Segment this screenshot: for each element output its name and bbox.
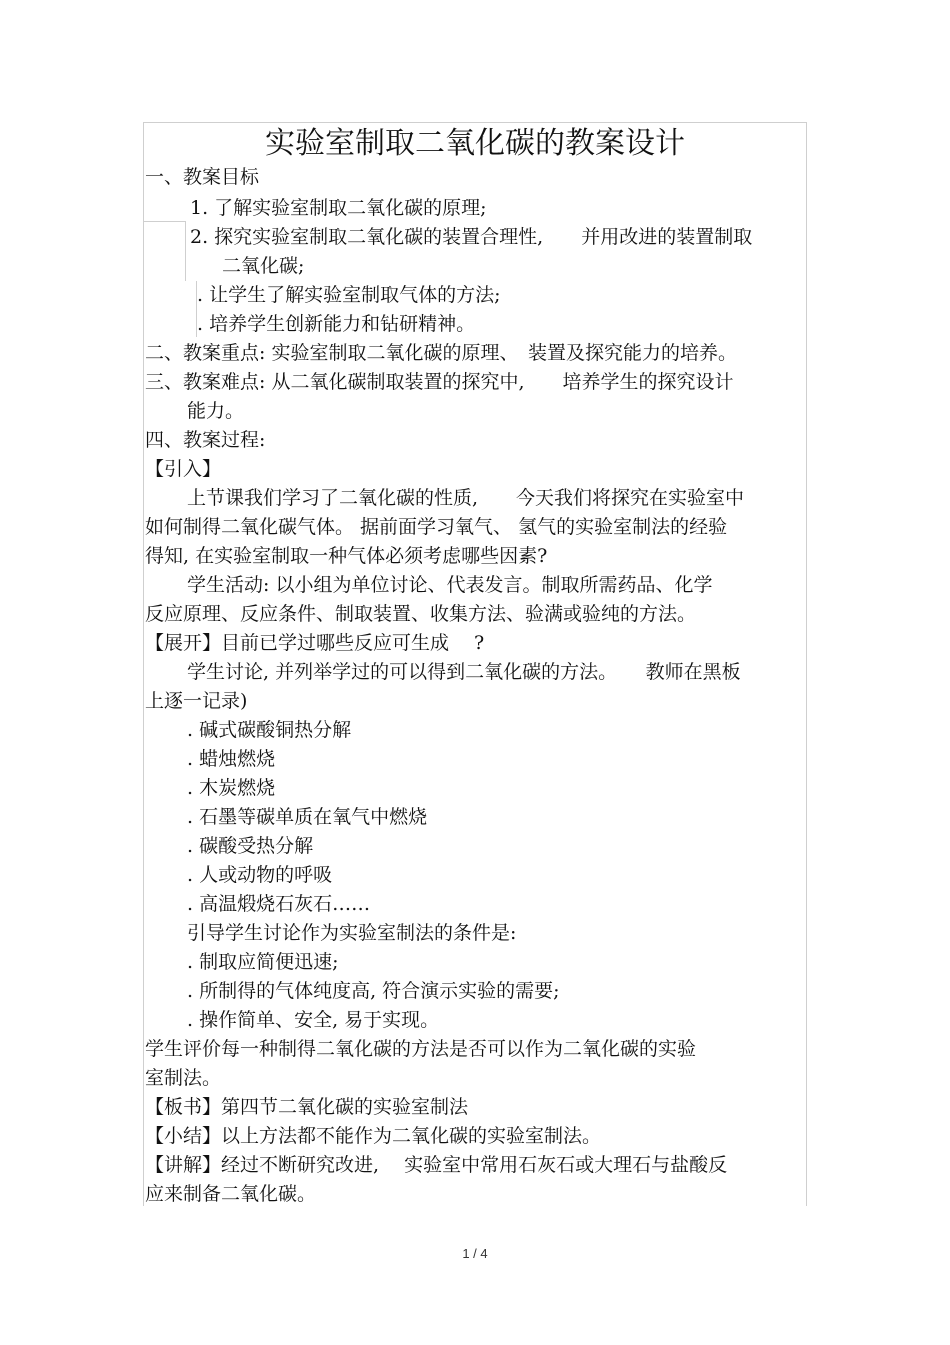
list-item: . 培养学生创新能力和钻研精神。 xyxy=(197,313,476,335)
paragraph-line: 学生活动: 以小组为单位讨论、代表发言。制取所需药品、化学 xyxy=(187,574,713,596)
subsection-label: 【展开】目前已学过哪些反应可生成 ? xyxy=(145,632,485,654)
list-item-continuation: 二氧化碳; xyxy=(222,255,305,277)
list-item: 1. 了解实验室制取二氧化碳的原理; xyxy=(190,197,487,219)
list-item: . 制取应简便迅速; xyxy=(187,951,339,973)
paragraph-line: 引导学生讨论作为实验室制法的条件是: xyxy=(187,922,517,944)
section-heading: 三、教案难点: 从二氧化碳制取装置的探究中, 培养学生的探究设计 xyxy=(145,371,734,393)
document-title: 实验室制取二氧化碳的教案设计 xyxy=(265,126,685,161)
paragraph-line: 得知, 在实验室制取一种气体必须考虑哪些因素? xyxy=(145,545,548,567)
section-heading: 一、教案目标 xyxy=(145,166,260,188)
frame-border-top xyxy=(143,122,807,123)
frame-border-right xyxy=(806,122,807,1206)
paragraph-line: 学生讨论, 并列举学过的可以得到二氧化碳的方法。 教师在黑板 xyxy=(187,661,741,683)
section-continuation: 能力。 xyxy=(187,400,245,422)
subsection-label: 【板书】第四节二氧化碳的实验室制法 xyxy=(145,1096,469,1118)
page-number: 1 / 4 xyxy=(462,1246,488,1261)
indent-guide xyxy=(143,221,186,222)
list-item: . 碱式碳酸铜热分解 xyxy=(187,719,352,741)
list-item: . 蜡烛燃烧 xyxy=(187,748,276,770)
list-item: . 让学生了解实验室制取气体的方法; xyxy=(197,284,501,306)
paragraph-line: 反应原理、反应条件、制取装置、收集方法、验满或验纯的方法。 xyxy=(145,603,697,625)
paragraph-line: 应来制备二氧化碳。 xyxy=(145,1183,317,1205)
list-item: . 高温煅烧石灰石…… xyxy=(187,893,371,915)
paragraph-line: 室制法。 xyxy=(145,1067,222,1089)
list-item: . 木炭燃烧 xyxy=(187,777,276,799)
paragraph-line: 学生评价每一种制得二氧化碳的方法是否可以作为二氧化碳的实验 xyxy=(145,1038,697,1060)
subsection-label: 【小结】以上方法都不能作为二氧化碳的实验室制法。 xyxy=(145,1125,602,1147)
list-item: . 所制得的气体纯度高, 符合演示实验的需要; xyxy=(187,980,560,1002)
paragraph-line: 上逐一记录) xyxy=(145,690,248,712)
paragraph-line: 如何制得二氧化碳气体。 据前面学习氧气、 氢气的实验室制法的经验 xyxy=(145,516,728,538)
list-item: . 操作简单、安全, 易于实现。 xyxy=(187,1009,440,1031)
paragraph-line: 上节课我们学习了二氧化碳的性质, 今天我们将探究在实验室中 xyxy=(187,487,745,509)
subsection-label: 【讲解】经过不断研究改进, 实验室中常用石灰石或大理石与盐酸反 xyxy=(145,1154,728,1176)
section-heading: 四、教案过程: xyxy=(145,429,266,451)
frame-border-left xyxy=(143,122,144,1206)
list-item: . 石墨等碳单质在氧气中燃烧 xyxy=(187,806,428,828)
list-item: 2. 探究实验室制取二氧化碳的装置合理性, 并用改进的装置制取 xyxy=(190,226,753,248)
section-heading: 二、教案重点: 实验室制取二氧化碳的原理、 装置及探究能力的培养。 xyxy=(145,342,737,364)
list-item: . 碳酸受热分解 xyxy=(187,835,314,857)
indent-guide xyxy=(185,221,186,281)
subsection-label: 【引入】 xyxy=(145,458,222,480)
list-item: . 人或动物的呼吸 xyxy=(187,864,333,886)
